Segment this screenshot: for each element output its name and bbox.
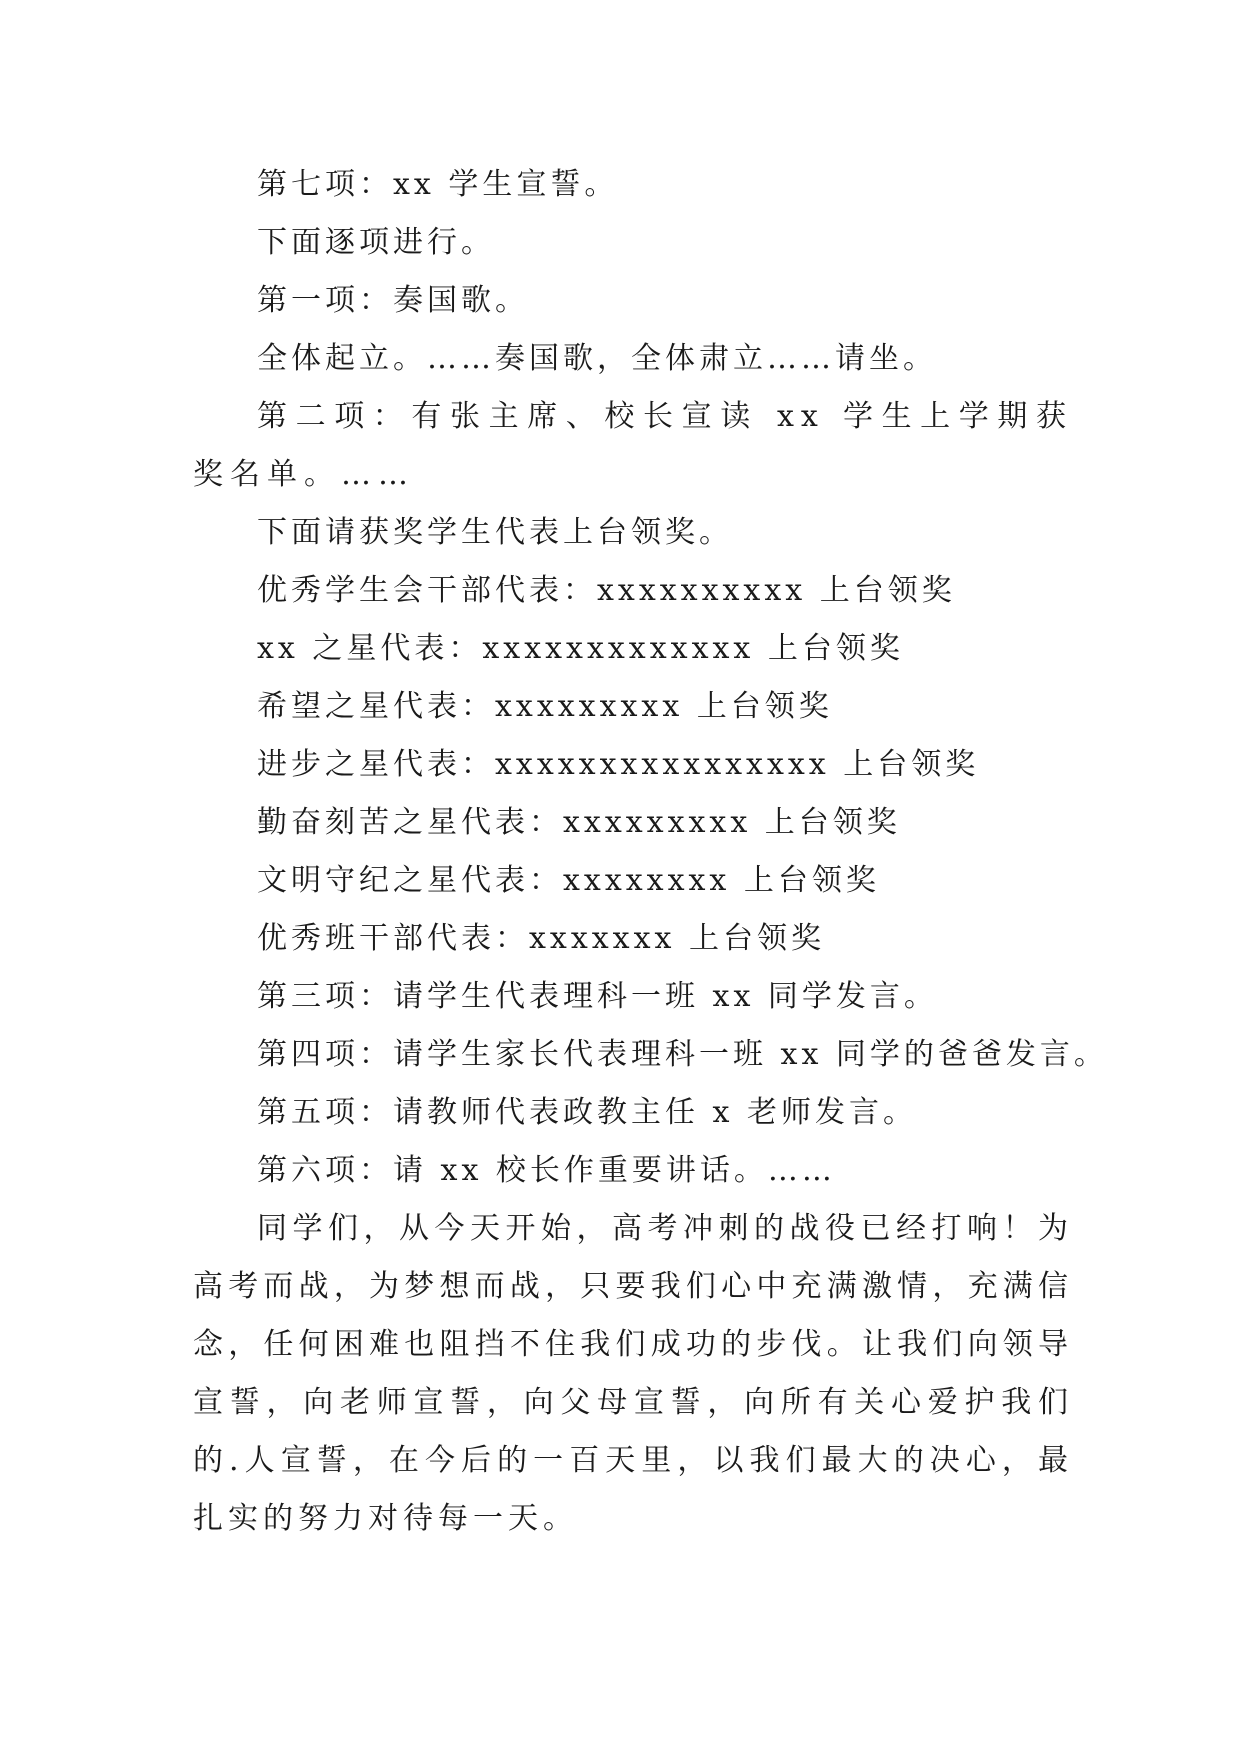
anthem-instruction: 全体起立。……奏国歌，全体肃立……请坐。 — [257, 341, 937, 376]
agenda-item-1: 第一项：奏国歌。 — [257, 283, 529, 318]
agenda-item-3: 第三项：请学生代表理科一班 xx 同学发言。 — [257, 979, 938, 1014]
agenda-item-7: 第七项：xx 学生宣誓。 — [257, 167, 619, 202]
agenda-item-6: 第六项：请 xx 校长作重要讲话。…… — [257, 1153, 836, 1188]
agenda-item-4: 第四项：请学生家长代表理科一班 xx 同学的爸爸发言。 — [257, 1037, 1108, 1072]
award-line: 进步之星代表：xxxxxxxxxxxxxxxx 上台领奖 — [257, 747, 980, 782]
award-line: 勤奋刻苦之星代表：xxxxxxxxx 上台领奖 — [257, 805, 901, 840]
document-body — [193, 156, 1108, 1548]
award-line: 希望之星代表：xxxxxxxxx 上台领奖 — [257, 689, 833, 724]
closing-paragraph: 同学们，从今天开始，高考冲刺的战役已经打响！为高考而战，为梦想而战，只要我们心中充满激情，充满信念，任何困难也阻挡不住我们成功的步伐。让我们向领导宣誓，向老师宣誓，向父母宣誓，向所有关心爱护我们的.人宣誓，在今后的一百天里，以我们最大的决心，最扎实的努力对待每一天。 — [193, 1211, 1073, 1536]
award-line: xx 之星代表：xxxxxxxxxxxxx 上台领奖 — [257, 631, 904, 666]
proceed-note: 下面逐项进行。 — [257, 225, 495, 260]
award-line: 优秀班干部代表：xxxxxxx 上台领奖 — [257, 921, 825, 956]
award-intro: 下面请获奖学生代表上台领奖。 — [257, 515, 733, 550]
award-line: 优秀学生会干部代表：xxxxxxxxxx 上台领奖 — [257, 573, 956, 608]
agenda-item-2: 第二项：有张主席、校长宣读 xx 学生上学期获奖名单。…… — [193, 399, 1073, 492]
agenda-item-5: 第五项：请教师代表政教主任 x 老师发言。 — [257, 1095, 917, 1130]
award-line: 文明守纪之星代表：xxxxxxxx 上台领奖 — [257, 863, 880, 898]
